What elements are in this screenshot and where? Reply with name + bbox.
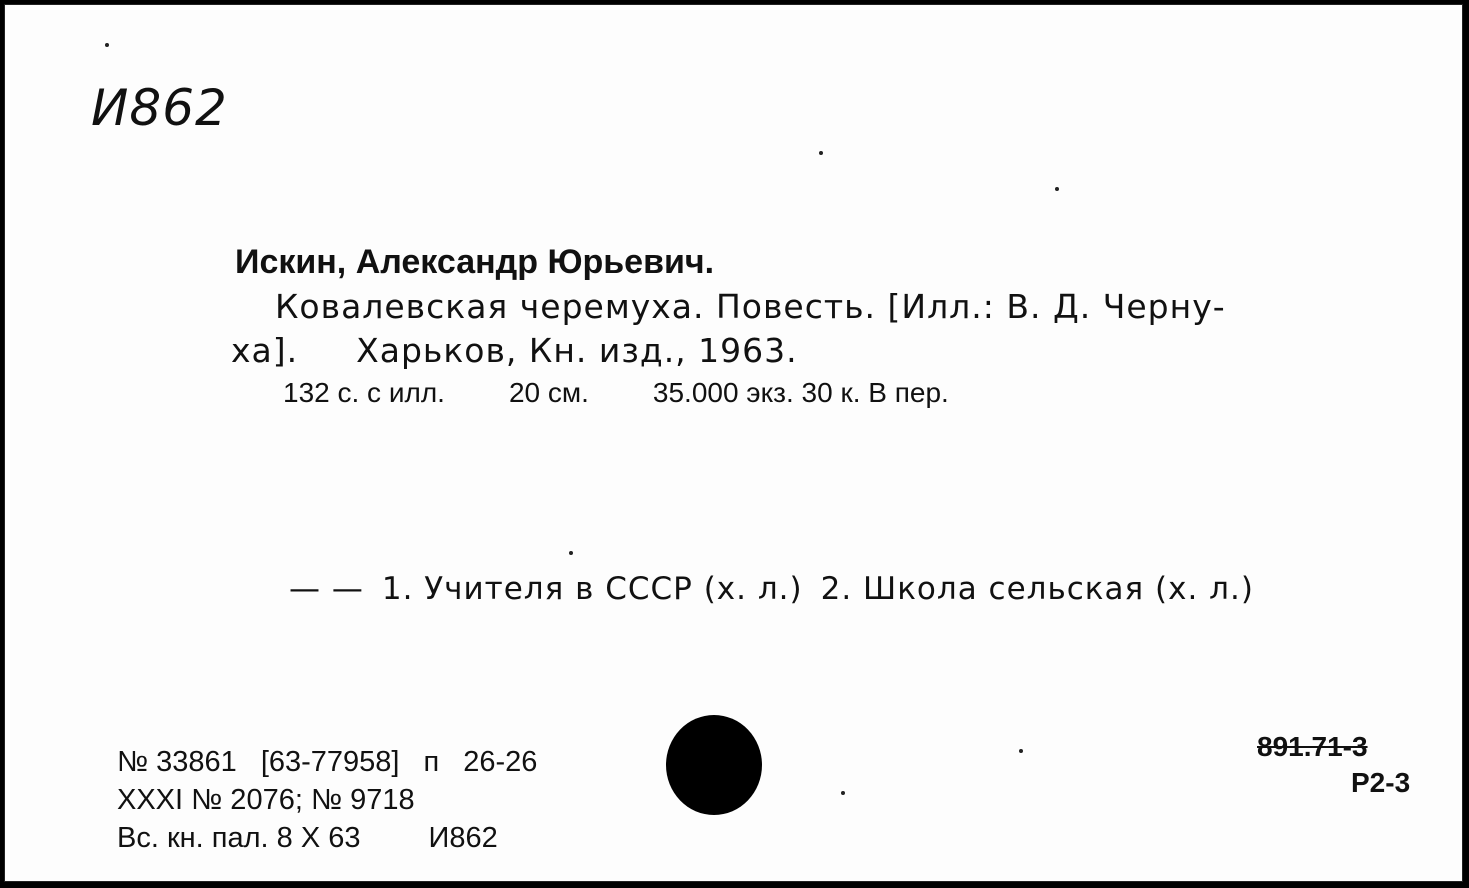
registration-block	[117, 743, 537, 857]
chronicle-number: XXXI № 2076; № 9718	[117, 784, 415, 816]
title-line-2	[231, 331, 798, 370]
batch-code: 26-26	[463, 746, 538, 778]
registration-line-1	[117, 743, 537, 781]
speck	[1019, 749, 1023, 753]
catalog-card	[4, 4, 1463, 882]
edition-price: 35.000 экз. 30 к. В пер.	[652, 377, 949, 408]
punch-hole	[666, 715, 762, 815]
record-number: № 33861	[117, 746, 237, 778]
physical-description	[283, 377, 949, 409]
author-heading: Искин, Александр Юрьевич.	[235, 243, 715, 281]
order-number: [63-77958]	[260, 746, 400, 778]
subject-headings	[289, 571, 1272, 607]
speck	[105, 43, 109, 47]
shelf-code: Р2-3	[1351, 767, 1411, 798]
subject-2: 2. Школа сельская (х. л.)	[820, 571, 1254, 607]
registration-line-2	[117, 781, 537, 819]
pages: 132 с. с илл.	[283, 377, 445, 408]
subject-dash: — —	[289, 571, 364, 607]
registration-line-3	[117, 819, 537, 857]
letter-mark: п	[423, 746, 440, 778]
title-line-2-start: ха].	[231, 331, 299, 370]
size: 20 см.	[508, 377, 589, 408]
card-code: И862	[428, 822, 498, 854]
chamber-date: Вс. кн. пал. 8 X 63	[117, 822, 361, 854]
classification-code: 891.71-3	[1257, 731, 1368, 762]
title-line-1: Ковалевская черемуха. Повесть. [Илл.: В. Д. Черну-	[275, 287, 1226, 326]
speck	[819, 151, 823, 155]
handwritten-call-number: И862	[91, 79, 228, 137]
speck	[1055, 187, 1059, 191]
speck	[841, 791, 845, 795]
speck	[569, 551, 573, 555]
subject-1: 1. Учителя в СССР (х. л.)	[381, 571, 803, 607]
publication-info: Харьков, Кн. изд., 1963.	[356, 331, 798, 370]
